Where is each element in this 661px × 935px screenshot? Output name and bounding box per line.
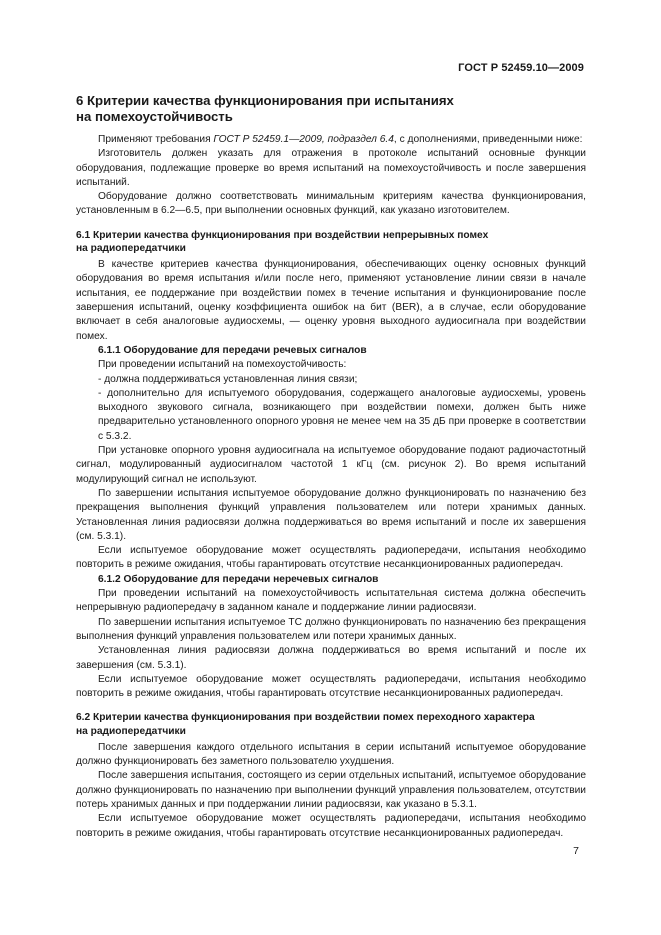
paragraph: Применяют требования ГОСТ Р 52459.1—2009, подраздел 6.4, с дополнениями, приведенными ниже: xyxy=(98,134,583,145)
paragraph: Изготовитель должен указать для отражения в протоколе испытаний основные функции оборудования, подлежащие проверке во время испытаний на помехоустойчивость и после завершения испытаний. xyxy=(76,148,586,188)
section-6-heading: 6 Критерии качества функционирования при испытаниях на помехоустойчивость xyxy=(76,93,454,124)
paragraph: После завершения испытания, состоящего из серии отдельных испытаний, испытуемое оборудование должно функционировать по назначению при выполнении функций управления пользователем, отсутствии потерь хранимых данных и при поддержании линии радиосвязи, как указано в 5.3.1. xyxy=(76,770,586,810)
list-item: - должна поддерживаться установленная линия связи; xyxy=(98,373,358,385)
page-number: 7 xyxy=(573,845,579,857)
paragraph: После завершения каждого отдельного испытания в серии испытаний испытуемое оборудование должно функционировать без заметного пользователю ухудшения. xyxy=(76,741,586,768)
paragraph: По завершении испытания испытуемое оборудование должно функционировать по назначению без прекращения выполнения функций управления пользователем или потери хранимых данных. Установленная линия радиосвязи должна поддерживаться во время испытаний и после их завершения (см. 5.3.1). xyxy=(76,487,586,542)
section-6-1-1-heading: 6.1.1 Оборудование для передачи речевых сигналов xyxy=(98,344,367,356)
paragraph: Установленная линия радиосвязи должна поддерживаться во время испытаний и после их завершения (см. 5.3.1). xyxy=(76,645,586,671)
paragraph: Если испытуемое оборудование может осуществлять радиопередачи, испытания необходимо повторить в режиме ожидания, чтобы гарантировать отсутствие несанкционированных радиопередач. xyxy=(76,673,586,700)
document-header: ГОСТ Р 52459.10—2009 xyxy=(458,62,584,74)
paragraph: При проведении испытаний на помехоустойчивость: xyxy=(98,359,347,371)
section-6-1-heading: 6.1 Критерии качества функционирования при воздействии непрерывных помех на радиопередатчики xyxy=(76,229,489,254)
paragraph: Оборудование должно соответствовать минимальным критериям качества функционирования, установленным в 6.2—6.5, при выполнении основных функций, как указано изготовителем. xyxy=(76,191,586,217)
paragraph: В качестве критериев качества функционирования, обеспечивающих оценку основных функций оборудования во время испытания и/или после него, применяют установление линии связи в начале испытания, ее поддержание при воздействии помех в течение испытания и функционирование после завершения испытаний, оценку коэффициента ошибок на бит (BER), а в случае, если оборудование включает в себя аналоговые аудиосхемы, — оценку уровня выходного аудиосигнала при воздействии помех. xyxy=(76,259,586,342)
paragraph: Если испытуемое оборудование может осуществлять радиопередачи, испытания необходимо повторить в режиме ожидания, чтобы гарантировать отсутствие несанкционированных радиопередач. xyxy=(76,545,586,571)
paragraph: При проведении испытаний на помехоустойчивость испытательная система должна обеспечить непрерывную радиопередачу в заданном канале и поддержание линии радиосвязи. xyxy=(76,588,586,614)
section-6-1-2-heading: 6.1.2 Оборудование для передачи неречевых сигналов xyxy=(98,573,379,585)
paragraph: Если испытуемое оборудование может осуществлять радиопередачи, испытания необходимо повторить в режиме ожидания, чтобы гарантировать отсутствие несанкционированных радиопередач. xyxy=(76,813,586,839)
list-item: - дополнительно для испытуемого оборудования, содержащего аналоговые аудиосхемы, уровень выходного звукового сигнала, возникающего при воздействии помехи, должен быть ниже предварительно установленного опорного уровня не менее чем на 35 дБ при проверке в соответствии с 5.3.2. xyxy=(98,387,586,442)
document-body xyxy=(76,93,586,841)
paragraph: По завершении испытания испытуемое ТС должно функционировать по назначению без прекращения выполнения функций управления пользователем или потери хранимых данных. xyxy=(76,616,586,642)
section-6-2-heading: 6.2 Критерии качества функционирования при воздействии помех переходного характера на радиопередатчики xyxy=(76,712,535,737)
paragraph: При установке опорного уровня аудиосигнала на испытуемое оборудование подают радиочастотный сигнал, модулированный аудиосигналом частотой 1 кГц (см. рисунок 2). Во время испытаний модулирующий сигнал не используют. xyxy=(76,445,586,485)
